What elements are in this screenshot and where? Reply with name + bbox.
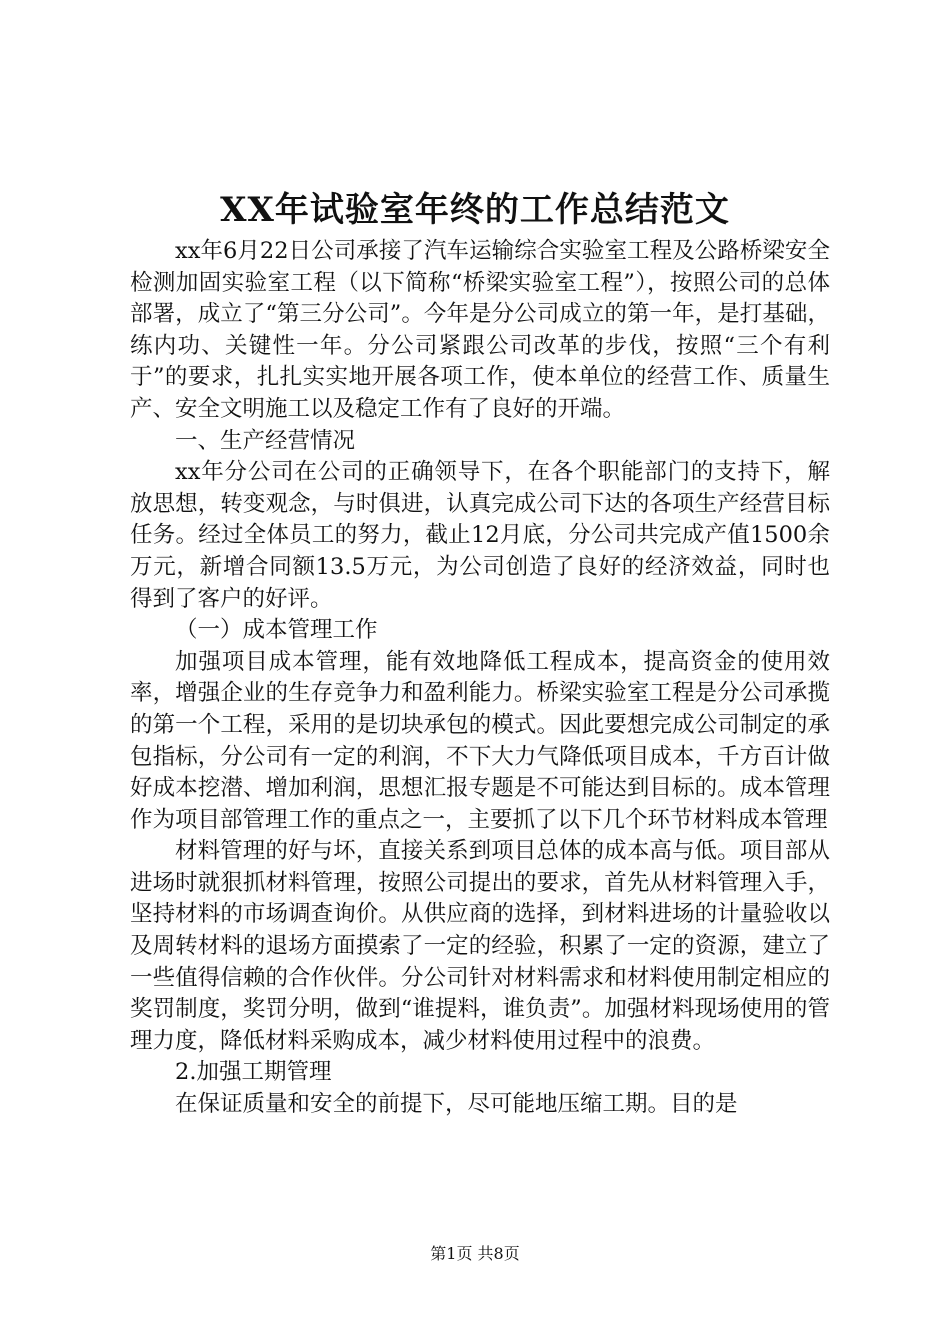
paragraph: 材料管理的好与坏，直接关系到项目总体的成本高与低。项目部从进场时就狠抓材料管理，按照公司提出的要求，首先从材料管理入手，坚持材料的市场调查询价。从供应商的选择，到材料进场的计量验收以及周转材料的退场方面摸索了一定的经验，积累了一定的资源，建立了一些值得信赖的合作伙伴。分公司针对材料需求和材料使用制定相应的奖罚制度，奖罚分明，做到“谁提料，谁负责”。加强材料现场使用的管理力度，降低材料采购成本，减少材料使用过程中的浪费。 (130, 838, 830, 1054)
paragraph: 在保证质量和安全的前提下，尽可能地压缩工期。目的是 (175, 1091, 738, 1118)
paragraph: 加强项目成本管理，能有效地降低工程成本，提高资金的使用效率，增强企业的生存竞争力和盈利能力。桥梁实验室工程是分公司承揽的第一个工程，采用的是切块承包的模式。因此要想完成公司制定的承包指标，分公司有一定的利润，不下大力气降低项目成本，千方百计做好成本挖潜、增加利润，思想汇报专题是不可能达到目标的。成本管理作为项目部管理工作的重点之一，主要抓了以下几个环节材料成本管理 (130, 648, 830, 833)
subsection-heading: 2.加强工期管理 (175, 1059, 332, 1086)
page-number-footer: 第1页 共8页 (430, 1244, 520, 1263)
section-heading: 一、生产经营情况 (175, 427, 356, 454)
paragraph: xx年分公司在公司的正确领导下，在各个职能部门的支持下，解放思想，转变观念，与时俱进，认真完成公司下达的各项生产经营目标任务。经过全体员工的努力，截止12月底，分公司共完成产值1500余万元，新增合同额13.5万元，为公司创造了良好的经济效益，同时也得到了客户的好评。 (130, 459, 830, 612)
document-title: XX年试验室年终的工作总结范文 (220, 190, 730, 230)
paragraph: xx年6月22日公司承接了汽车运输综合实验室工程及公路桥梁安全检测加固实验室工程（以下简称“桥梁实验室工程”），按照公司的总体部署，成立了“第三分公司”。今年是分公司成立的第一年，是打基础，练内功、关键性一年。分公司紧跟公司改革的步伐，按照“三个有利于”的要求，扎扎实实地开展各项工作，使本单位的经营工作、质量生产、安全文明施工以及稳定工作有了良好的开端。 (130, 238, 830, 422)
document-body (130, 236, 830, 1121)
subsection-heading: （一）成本管理工作 (175, 617, 378, 644)
